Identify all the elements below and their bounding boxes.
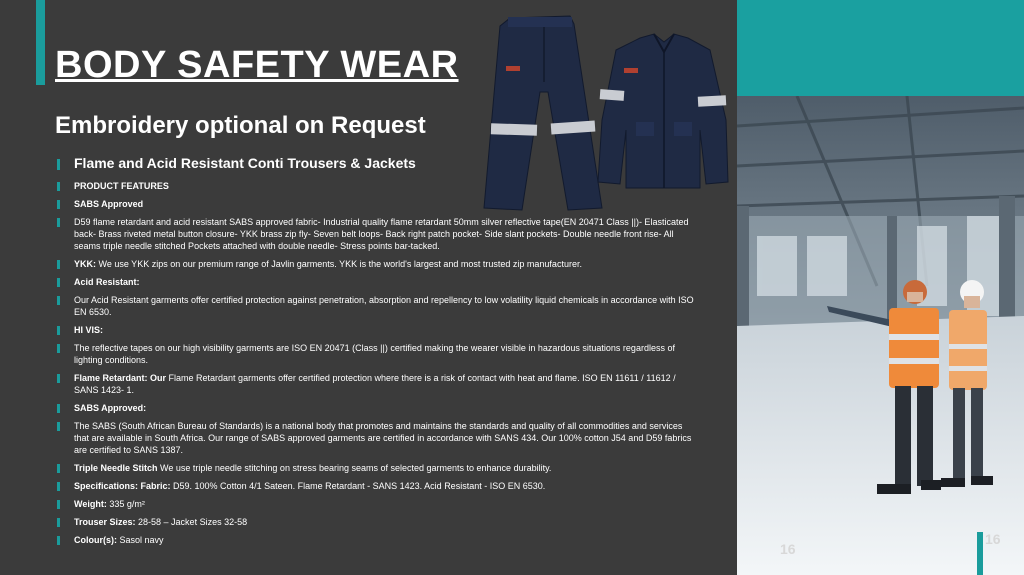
bullet-marker: [57, 464, 60, 473]
bullet-marker: [57, 518, 60, 527]
bullet-marker: [57, 278, 60, 287]
feature-list: [55, 152, 695, 552]
triple-needle-label: Triple Needle Stitch: [74, 463, 158, 473]
warehouse-photo: [737, 96, 1024, 575]
sabs-approved-label-2: SABS Approved:: [74, 403, 147, 413]
bullet-marker: [57, 200, 60, 209]
list-item: [55, 324, 695, 336]
acid-resistant-label: Acid Resistant:: [74, 277, 140, 287]
ykk-text: We use YKK zips on our premium range of Javlin garments. YKK is the world's largest and most trusted zip manufacturer.: [96, 259, 582, 269]
list-item: [55, 294, 695, 318]
trouser-sizes-text: 28-58 – Jacket Sizes 32-58: [135, 517, 248, 527]
ykk-label: YKK:: [74, 259, 96, 269]
acid-resistant-text: Our Acid Resistant garments offer certified protection against penetration, absorption and repellency to low volatility liquid chemicals in accordance with ISO EN 6530.: [74, 295, 694, 317]
list-item: [55, 342, 695, 366]
specifications-label: Specifications: Fabric:: [74, 481, 171, 491]
page-title: BODY SAFETY WEAR: [55, 44, 459, 86]
list-item: [55, 498, 695, 510]
bullet-marker: [57, 182, 60, 191]
list-item: [55, 462, 695, 474]
colours-label: Colour(s):: [74, 535, 117, 545]
bullet-marker: [57, 218, 60, 227]
list-item: [55, 155, 695, 172]
bullet-marker: [57, 344, 60, 353]
list-item: [55, 276, 695, 288]
flame-retardant-label: Flame Retardant: Our: [74, 373, 167, 383]
list-item: [55, 534, 695, 546]
weight-text: 335 g/m²: [106, 499, 145, 509]
bullet-marker: [57, 326, 60, 335]
list-item: [55, 198, 695, 210]
bullet-marker: [57, 374, 60, 383]
bullet-marker: [57, 422, 60, 431]
product-features-label: PRODUCT FEATURES: [74, 181, 169, 191]
list-item: [55, 216, 695, 252]
bullet-marker: [57, 404, 60, 413]
list-item: [55, 258, 695, 270]
bullet-marker: [57, 296, 60, 305]
accent-bar: [36, 0, 45, 85]
list-item: [55, 180, 695, 192]
list-item: [55, 420, 695, 456]
bullet-marker: [57, 500, 60, 509]
triple-needle-text: We use triple needle stitching on stress bearing seams of selected garments to enhance durability.: [157, 463, 552, 473]
bullet-marker: [57, 159, 60, 170]
page-number-accent: [977, 532, 983, 575]
list-item: [55, 516, 695, 528]
trouser-sizes-label: Trouser Sizes:: [74, 517, 136, 527]
fabric-description: D59 flame retardant and acid resistant SABS approved fabric- Industrial quality flame retardant 50mm silver reflective tape(EN 20471 Class ||)- Elasticated back- Brass riveted metal button closure- YKK brass zip fly- Seven belt loops- Back right patch pocket- Side slant pockets- Double needle front rise- All seams triple needle stitched Pockets attached with double needle- Stress points bar-tacked.: [74, 217, 689, 251]
flame-retardant-text: Flame Retardant garments offer certified protection where there is a risk of contact with heat and flame. ISO EN 11611 / 11612 / SANS 1423- 1.: [74, 373, 676, 395]
page-number: 16: [780, 541, 796, 557]
product-heading: Flame and Acid Resistant Conti Trousers & Jackets: [74, 155, 416, 171]
bullet-marker: [57, 536, 60, 545]
hi-vis-text: The reflective tapes on our high visibility garments are ISO EN 20471 (Class ||) certified making the wearer visible in hazardous situations regardless of lighting conditions.: [74, 343, 675, 365]
weight-label: Weight:: [74, 499, 107, 509]
sabs-text: The SABS (South African Bureau of Standards) is a national body that promotes and maintains the standards and quality of all commodities and services that are available in South Africa. Our range of SABS approved garments are certified in accordance with SANS 434. Our 100% cotton J54 and D59 fabrics are certified to SANS 1387.: [74, 421, 692, 455]
sabs-approved-label: SABS Approved: [74, 199, 144, 209]
list-item: [55, 402, 695, 414]
teal-header-block: [737, 0, 1024, 96]
list-item: [55, 480, 695, 492]
specifications-text: D59. 100% Cotton 4/1 Sateen. Flame Retardant - SANS 1423. Acid Resistant - ISO EN 6530.: [170, 481, 546, 491]
colours-text: Sasol navy: [117, 535, 164, 545]
list-item: [55, 372, 695, 396]
bullet-marker: [57, 260, 60, 269]
bullet-marker: [57, 482, 60, 491]
page-number-right: 16: [985, 531, 1001, 547]
hi-vis-label: HI VIS:: [74, 325, 104, 335]
page-subtitle: Embroidery optional on Request: [55, 112, 426, 139]
